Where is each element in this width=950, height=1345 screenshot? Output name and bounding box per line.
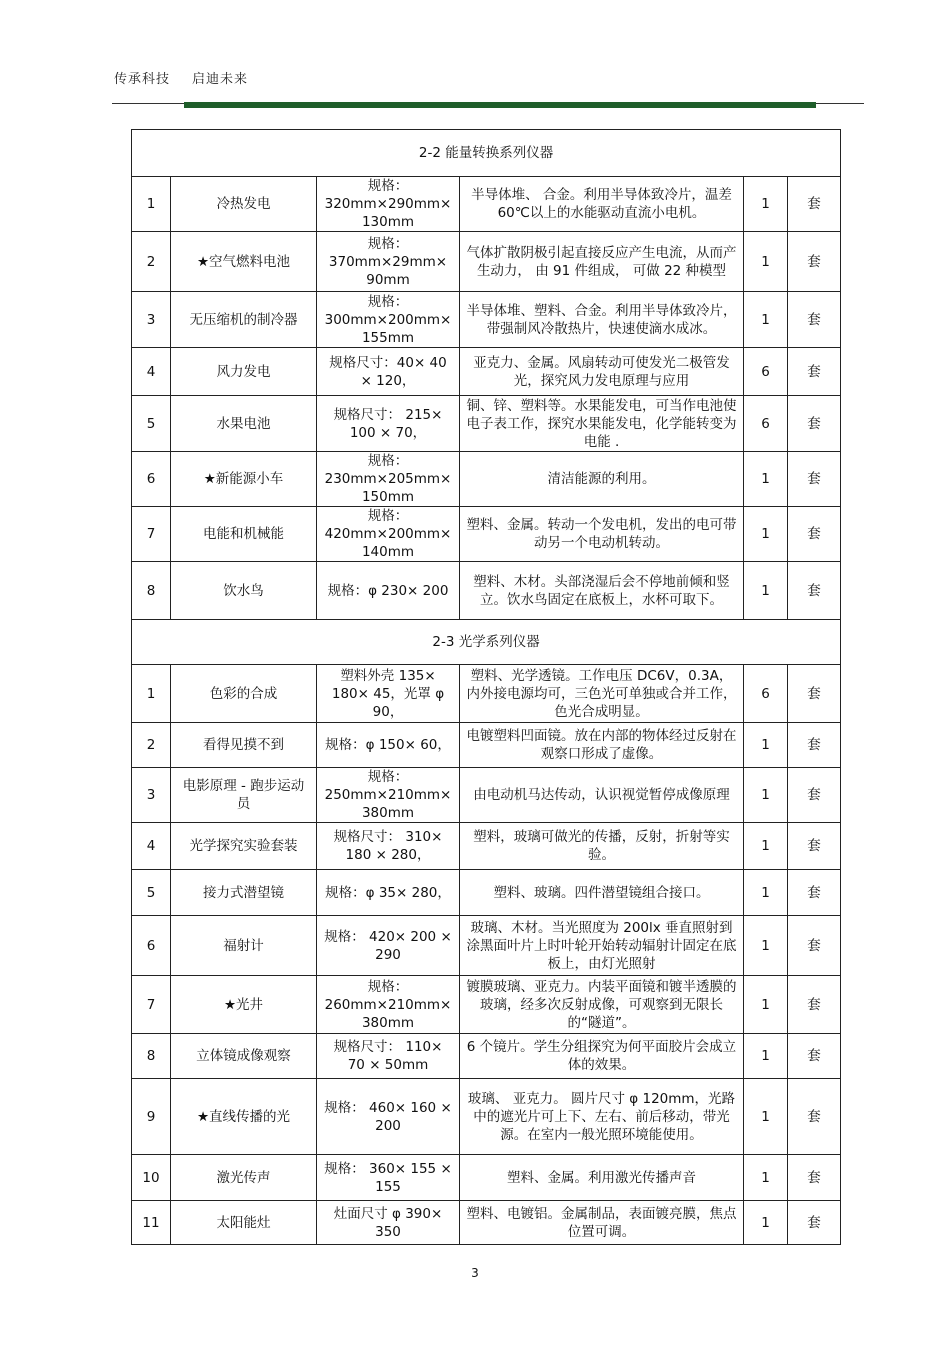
item-unit-cell: 套 <box>788 396 841 452</box>
item-number-cell: 3 <box>132 768 171 823</box>
item-number-cell: 10 <box>132 1155 171 1201</box>
item-number-cell: 1 <box>132 177 171 232</box>
table-row <box>132 562 841 620</box>
item-description-cell: 塑料、光学透镜。工作电压 DC6V，0.3A，内外接电源均可，三色光可单独或合并工作，色光合成明显。 <box>460 665 744 723</box>
item-number-cell: 4 <box>132 823 171 870</box>
item-unit-cell: 套 <box>788 723 841 768</box>
item-description-cell: 电镀塑料凹面镜。放在内部的物体经过反射在观察口形成了虚像。 <box>460 723 744 768</box>
item-name-cell: ★直线传播的光 <box>171 1079 317 1155</box>
item-number-cell: 2 <box>132 723 171 768</box>
item-quantity-cell: 1 <box>744 507 788 562</box>
item-name-cell: 看得见摸不到 <box>171 723 317 768</box>
item-name-cell: 水果电池 <box>171 396 317 452</box>
section-header-row <box>132 130 841 177</box>
item-description-cell: 亚克力、金属。风扇转动可使发光二极管发光，探究风力发电原理与应用 <box>460 348 744 396</box>
item-description-cell: 塑料、金属。利用激光传播声音 <box>460 1155 744 1201</box>
item-quantity-cell: 1 <box>744 723 788 768</box>
item-unit-cell: 套 <box>788 976 841 1034</box>
item-name-cell: ★新能源小车 <box>171 452 317 507</box>
item-unit-cell: 套 <box>788 562 841 620</box>
table-row <box>132 723 841 768</box>
item-name-cell: 无压缩机的制冷器 <box>171 292 317 348</box>
item-spec-cell: 规格尺寸： 310× 180 × 280， <box>317 823 460 870</box>
header-right-text: 启迪未来 <box>192 72 249 87</box>
item-description-cell: 半导体堆、塑料、合金。利用半导体致冷片，带强制风冷散热片，快速使滴水成冰。 <box>460 292 744 348</box>
table-row <box>132 292 841 348</box>
item-number-cell: 7 <box>132 976 171 1034</box>
item-description-cell: 塑料、金属。转动一个发电机，发出的电可带动另一个电动机转动。 <box>460 507 744 562</box>
table-row <box>132 1079 841 1155</box>
item-name-cell: 太阳能灶 <box>171 1201 317 1245</box>
section-header-row <box>132 620 841 665</box>
item-name-cell: 色彩的合成 <box>171 665 317 723</box>
item-name-cell: 电能和机械能 <box>171 507 317 562</box>
item-name-cell: ★空气燃料电池 <box>171 232 317 292</box>
item-description-cell: 清洁能源的利用。 <box>460 452 744 507</box>
item-unit-cell: 套 <box>788 1079 841 1155</box>
header-left-text: 传承科技 <box>114 72 171 87</box>
table-row <box>132 1034 841 1079</box>
table-row <box>132 507 841 562</box>
item-spec-cell: 规格：φ 35× 280， <box>317 870 460 916</box>
item-quantity-cell: 6 <box>744 665 788 723</box>
item-number-cell: 11 <box>132 1201 171 1245</box>
item-description-cell: 气体扩散阴极引起直接反应产生电流，从而产生动力， 由 91 件组成， 可做 22 种模型 <box>460 232 744 292</box>
table-row <box>132 177 841 232</box>
item-quantity-cell: 1 <box>744 1034 788 1079</box>
header-accent-bar <box>184 102 816 108</box>
table-row <box>132 823 841 870</box>
item-unit-cell: 套 <box>788 870 841 916</box>
item-name-cell: 饮水鸟 <box>171 562 317 620</box>
table-row <box>132 768 841 823</box>
item-number-cell: 9 <box>132 1079 171 1155</box>
item-unit-cell: 套 <box>788 507 841 562</box>
item-spec-cell: 规格： 460× 160 × 200 <box>317 1079 460 1155</box>
page-header <box>114 68 248 87</box>
item-description-cell: 玻璃、木材。当光照度为 200lx 垂直照射到涂黑面叶片上时叶轮开始转动辐射计固定在底板上，由灯光照射 <box>460 916 744 976</box>
table-row <box>132 665 841 723</box>
item-description-cell: 塑料、玻璃。四件潜望镜组合接口。 <box>460 870 744 916</box>
item-spec-cell: 规格尺寸： 215× 100 × 70， <box>317 396 460 452</box>
item-number-cell: 8 <box>132 1034 171 1079</box>
item-spec-cell: 规格：φ 230× 200 <box>317 562 460 620</box>
item-unit-cell: 套 <box>788 1155 841 1201</box>
table-row <box>132 870 841 916</box>
item-name-cell: 冷热发电 <box>171 177 317 232</box>
item-spec-cell: 规格： 420mm×200mm× 140mm <box>317 507 460 562</box>
table-row <box>132 232 841 292</box>
item-quantity-cell: 1 <box>744 452 788 507</box>
item-name-cell: 接力式潜望镜 <box>171 870 317 916</box>
item-description-cell: 半导体堆、 合金。利用半导体致冷片，温差 60℃以上的水能驱动直流小电机。 <box>460 177 744 232</box>
item-unit-cell: 套 <box>788 292 841 348</box>
item-number-cell: 4 <box>132 348 171 396</box>
item-spec-cell: 规格：φ 150× 60， <box>317 723 460 768</box>
item-spec-cell: 规格： 320mm×290mm× 130mm <box>317 177 460 232</box>
item-spec-cell: 规格： 300mm×200mm× 155mm <box>317 292 460 348</box>
item-name-cell: 福射计 <box>171 916 317 976</box>
item-number-cell: 2 <box>132 232 171 292</box>
item-spec-cell: 规格： 360× 155 × 155 <box>317 1155 460 1201</box>
section-title: 2-2 能量转换系列仪器 <box>132 130 841 177</box>
item-quantity-cell: 6 <box>744 348 788 396</box>
item-quantity-cell: 1 <box>744 823 788 870</box>
item-spec-cell: 规格： 260mm×210mm× 380mm <box>317 976 460 1034</box>
item-spec-cell: 规格尺寸： 110× 70 × 50mm <box>317 1034 460 1079</box>
item-unit-cell: 套 <box>788 177 841 232</box>
item-name-cell: ★光井 <box>171 976 317 1034</box>
item-description-cell: 玻璃、 亚克力。 圆片尺寸 φ 120mm，光路中的遮光片可上下、左右、前后移动，带光源。在室内一般光照环境能使用。 <box>460 1079 744 1155</box>
item-quantity-cell: 1 <box>744 1201 788 1245</box>
item-quantity-cell: 1 <box>744 292 788 348</box>
item-name-cell: 电影原理 - 跑步运动员 <box>171 768 317 823</box>
item-description-cell: 6 个镜片。学生分组探究为何平面胶片会成立体的效果。 <box>460 1034 744 1079</box>
item-description-cell: 镀膜玻璃、亚克力。内装平面镜和镀半透膜的玻璃，经多次反射成像，可观察到无限长的“隧道”。 <box>460 976 744 1034</box>
item-name-cell: 风力发电 <box>171 348 317 396</box>
table-row <box>132 976 841 1034</box>
item-quantity-cell: 1 <box>744 1079 788 1155</box>
item-name-cell: 激光传声 <box>171 1155 317 1201</box>
item-number-cell: 1 <box>132 665 171 723</box>
table-row <box>132 396 841 452</box>
item-description-cell: 塑料、电镀铝。金属制品，表面镀亮膜，焦点位置可调。 <box>460 1201 744 1245</box>
equipment-table <box>131 129 841 1245</box>
item-quantity-cell: 1 <box>744 976 788 1034</box>
item-description-cell: 铜、锌、塑料等。水果能发电，可当作电池使电子表工作，探究水果能发电，化学能转变为电能 . <box>460 396 744 452</box>
item-quantity-cell: 1 <box>744 562 788 620</box>
item-spec-cell: 灶面尺寸 φ 390× 350 <box>317 1201 460 1245</box>
table-row <box>132 348 841 396</box>
item-unit-cell: 套 <box>788 1034 841 1079</box>
item-spec-cell: 规格： 370mm×29mm× 90mm <box>317 232 460 292</box>
item-description-cell: 塑料、木材。头部浇湿后会不停地前倾和竖立。饮水鸟固定在底板上，水杯可取下。 <box>460 562 744 620</box>
item-unit-cell: 套 <box>788 232 841 292</box>
item-description-cell: 塑料，玻璃可做光的传播，反射，折射等实验。 <box>460 823 744 870</box>
item-unit-cell: 套 <box>788 823 841 870</box>
item-unit-cell: 套 <box>788 665 841 723</box>
item-spec-cell: 塑料外壳 135× 180× 45，光罩 φ 90， <box>317 665 460 723</box>
item-description-cell: 由电动机马达传动，认识视觉暂停成像原理 <box>460 768 744 823</box>
table-row <box>132 452 841 507</box>
item-number-cell: 6 <box>132 916 171 976</box>
item-quantity-cell: 1 <box>744 177 788 232</box>
item-quantity-cell: 1 <box>744 916 788 976</box>
item-spec-cell: 规格： 230mm×205mm× 150mm <box>317 452 460 507</box>
item-unit-cell: 套 <box>788 916 841 976</box>
item-unit-cell: 套 <box>788 1201 841 1245</box>
item-spec-cell: 规格： 420× 200 × 290 <box>317 916 460 976</box>
item-number-cell: 5 <box>132 396 171 452</box>
table-row <box>132 916 841 976</box>
item-unit-cell: 套 <box>788 452 841 507</box>
item-number-cell: 5 <box>132 870 171 916</box>
section-title: 2-3 光学系列仪器 <box>132 620 841 665</box>
item-name-cell: 光学探究实验套装 <box>171 823 317 870</box>
page-number: 3 <box>471 1266 479 1280</box>
item-spec-cell: 规格尺寸：40× 40 × 120， <box>317 348 460 396</box>
item-number-cell: 8 <box>132 562 171 620</box>
item-number-cell: 7 <box>132 507 171 562</box>
table-row <box>132 1201 841 1245</box>
item-unit-cell: 套 <box>788 768 841 823</box>
item-quantity-cell: 1 <box>744 1155 788 1201</box>
item-unit-cell: 套 <box>788 348 841 396</box>
table-row <box>132 1155 841 1201</box>
item-quantity-cell: 1 <box>744 232 788 292</box>
item-quantity-cell: 1 <box>744 870 788 916</box>
item-name-cell: 立体镜成像观察 <box>171 1034 317 1079</box>
item-quantity-cell: 1 <box>744 768 788 823</box>
item-number-cell: 3 <box>132 292 171 348</box>
item-quantity-cell: 6 <box>744 396 788 452</box>
item-number-cell: 6 <box>132 452 171 507</box>
item-spec-cell: 规格： 250mm×210mm× 380mm <box>317 768 460 823</box>
